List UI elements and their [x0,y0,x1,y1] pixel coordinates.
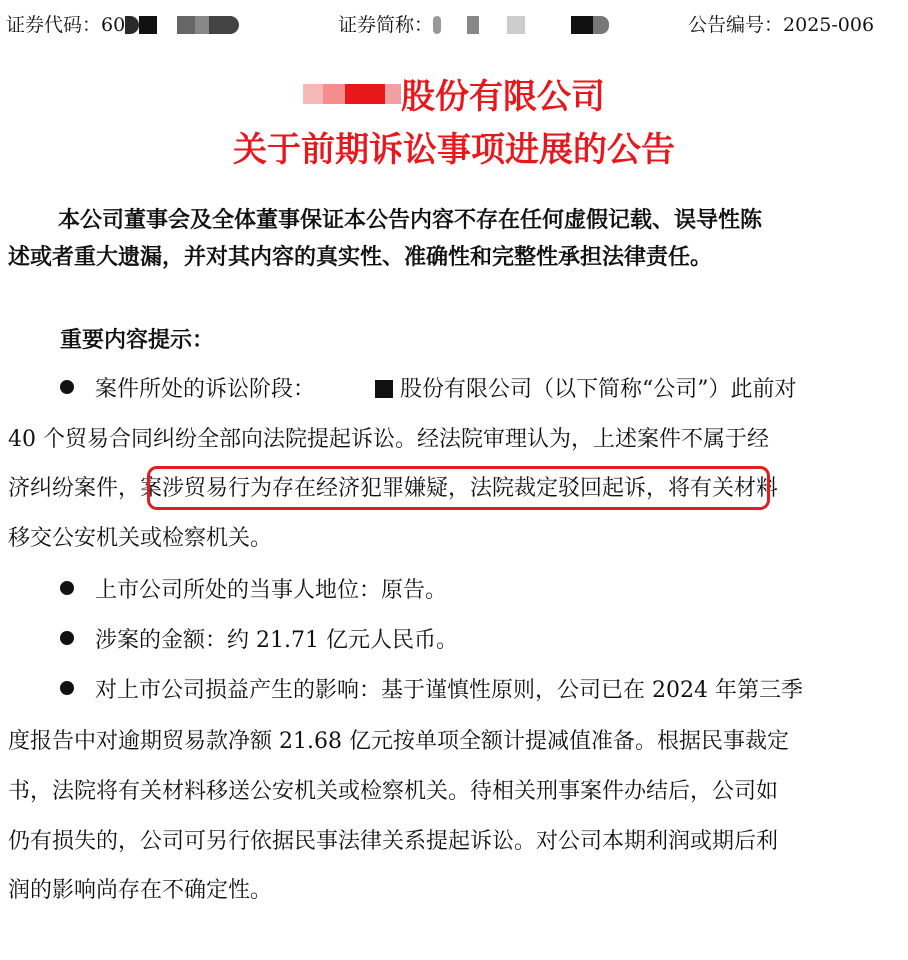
redaction-mark [345,84,385,104]
statement-line-1: 本公司董事会及全体董事保证本公告内容不存在任何虚假记载、误导性陈 [58,207,763,233]
summary-item-4-line-3: 书，法院将有关材料移送公安机关或检察机关。待相关刑事案件办结后，公司如 [8,779,779,804]
notice-number-label: 公告编号： [688,14,784,36]
redaction-mark [593,16,609,34]
stock-name [338,10,609,40]
summary-item-4-line-2: 度报告中对逾期贸易款净额 21.68 亿元按单项全额计提减值准备。根据民事裁定 [8,729,789,754]
redaction-mark [323,84,345,104]
summary-item-1-line-2: 40 个贸易合同纠纷全部向法院提起诉讼。经法院审理认为，上述案件不属于经 [8,427,769,452]
redaction-mark [139,16,157,34]
summary-item-4-line-1 [60,676,803,706]
item1-highlight-text: 案涉贸易行为存在经济犯罪嫌疑，法院裁定驳回起诉， [140,476,669,501]
redaction-mark [125,16,139,34]
redaction-mark [375,380,393,398]
redaction-mark [209,16,239,34]
redaction-mark [467,16,479,34]
item1-label: 案件所处的诉讼阶段： [94,377,315,402]
stock-code [6,10,239,40]
title-company-suffix: 股份有限公司 [401,77,605,117]
summary-item-2 [60,576,447,606]
summary-item-1-line-4: 移交公安机关或检察机关。 [8,526,273,551]
document-header [0,10,908,40]
item1-line3-end: 将有关材料 [668,476,779,501]
summary-item-3 [60,626,458,656]
title-company [0,77,908,117]
item1-line3-start: 济纠纷案件， [8,476,141,501]
item1-company: 股份有限公司（以下简称“公司”）此前对 [400,377,797,402]
redaction-mark [177,16,195,34]
highlight-annotation [147,466,770,510]
redaction-mark [303,84,323,104]
title-subject: 关于前期诉讼事项进展的公告 [233,130,675,170]
notice-number-value: 2025-006 [783,14,875,36]
bullet-icon [60,581,74,595]
summary-item-1-line-1 [60,375,797,405]
item3-text: 涉案的金额：约 21.71 亿元人民币。 [94,628,458,653]
bullet-icon [60,631,74,645]
redaction-mark [507,16,525,34]
redaction-mark [433,16,441,34]
redaction-mark [571,16,593,34]
redaction-mark [157,16,177,34]
bullet-icon [60,380,74,394]
bullet-icon [60,681,74,695]
stock-code-value: 60 [101,14,126,36]
item4-text-1: 对上市公司损益产生的影响：基于谨慎性原则，公司已在 2024 年第三季 [94,678,803,703]
notice-number [688,10,874,40]
stock-name-label: 证券简称： [338,14,434,36]
redaction-mark [195,16,209,34]
redaction-mark [385,84,401,104]
summary-item-4-line-5: 润的影响尚存在不确定性。 [8,878,273,903]
redaction-mark [525,16,571,34]
statement-line-2: 述或者重大遗漏，并对其内容的真实性、准确性和完整性承担法律责任。 [8,244,713,270]
redaction-mark [479,16,507,34]
summary-heading: 重要内容提示： [60,327,215,353]
item2-text: 上市公司所处的当事人地位：原告。 [94,578,447,603]
redaction-mark [441,16,467,34]
summary-item-4-line-4: 仍有损失的，公司可另行依据民事法律关系提起诉讼。对公司本期利润或期后利 [8,829,779,854]
stock-code-label: 证券代码： [6,14,102,36]
